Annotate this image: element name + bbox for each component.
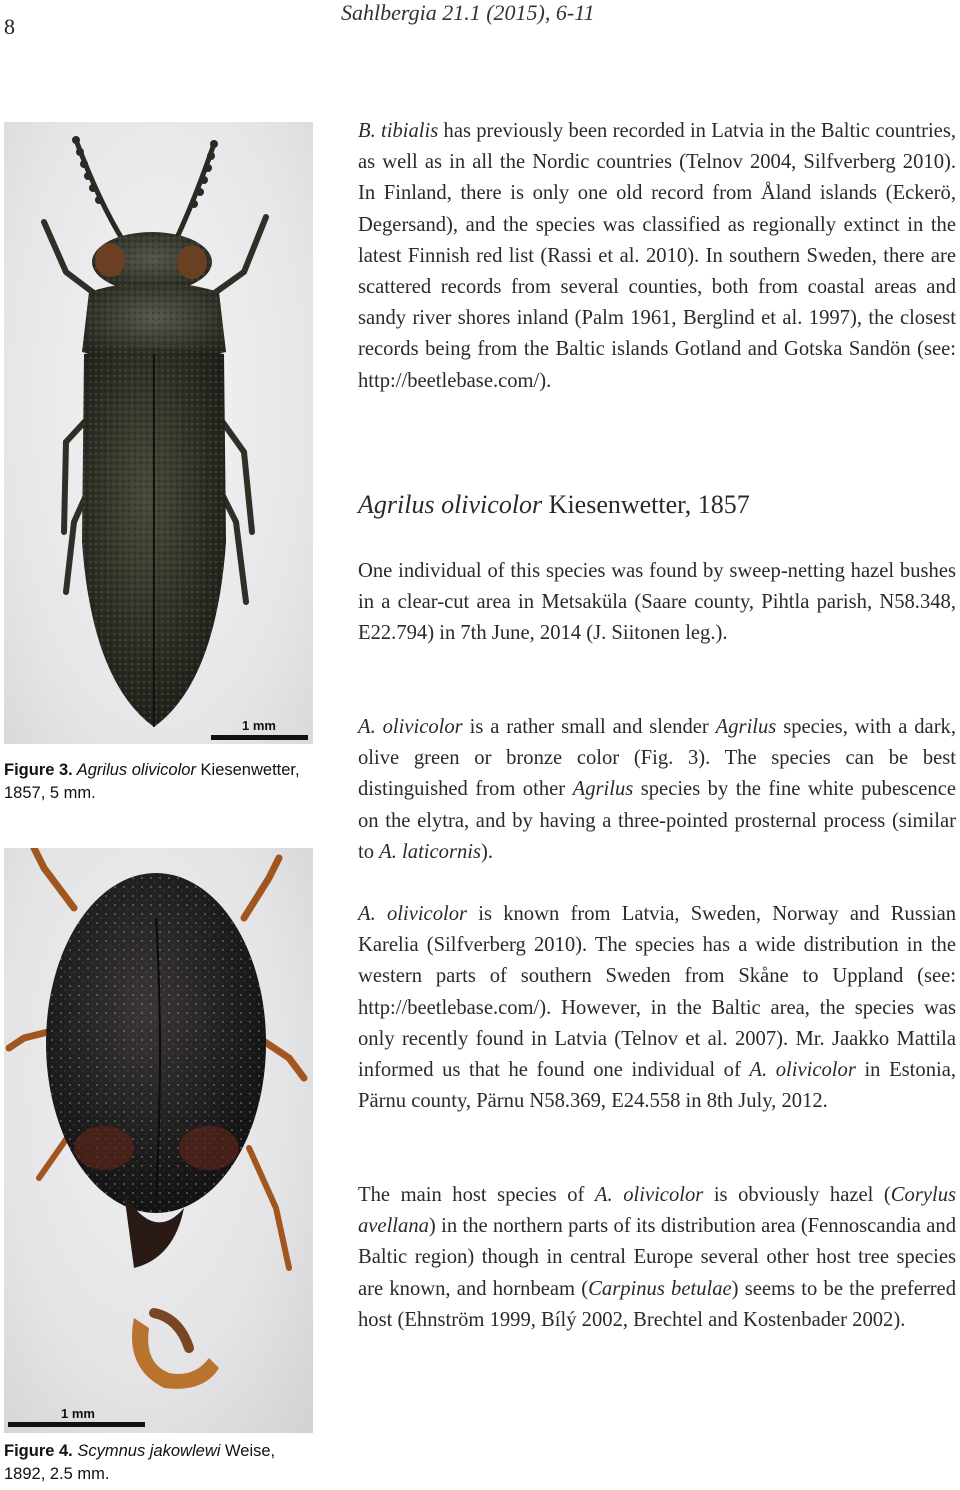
figure-3-photo bbox=[4, 122, 313, 744]
caption-species: Agrilus olivicolor bbox=[72, 761, 196, 779]
paragraph-text: One individual of this species was found by sweep-netting hazel bushes in a clear-cut area in Metsaküla (Saare county, Pihtla parish, N58.348, E22.794) in 7th June, 2014 (J. Siitonen leg.). bbox=[358, 560, 956, 645]
species-name: Carpinus betulae bbox=[588, 1277, 732, 1300]
paragraph-text: species, with a dark, olive green or bronze color (Fig. 3). The species can be best distinguished from other bbox=[358, 716, 957, 801]
running-head: Sahlbergia 21.1 (2015), 6-11 bbox=[341, 0, 595, 25]
species-name: Corylus avellana bbox=[358, 1184, 957, 1238]
species-heading bbox=[358, 490, 750, 520]
paragraph-record bbox=[358, 556, 956, 650]
figure-3-caption bbox=[4, 759, 314, 805]
scale-bar bbox=[8, 1422, 145, 1427]
paragraph-text: has previously been recorded in Latvia in the Baltic countries, as well as in all the Nordic countries (Telnov 2004, Silfverberg 2010). In Finland, there is only one old record from Åland islands (Eckerö, Degersand), and the species was classified as regionally extinct in the latest Finnish red list (Rassi et al. 2010). In southern Sweden, there are scattered records from several counties, both from coastal areas and sandy river shores inland (Palm 1961, Berglind et al. 1997), the closest records being from the Baltic islands Gotland and Gotska Sandön (see: http://beetlebase.com/). bbox=[358, 120, 956, 392]
paragraph-text: is obviously hazel ( bbox=[703, 1184, 891, 1206]
species-name: A. laticornis bbox=[379, 840, 481, 863]
scale-bar-label: 1 mm bbox=[61, 1406, 95, 1421]
scale-bar bbox=[211, 735, 308, 740]
caption-label: Figure 4. bbox=[4, 1442, 73, 1460]
paragraph-text: ) in the northern parts of its distribution area (Fennoscandia and Baltic region) though in central Europe several other host tree species are known, and hornbeam ( bbox=[358, 1215, 956, 1300]
agrilus-beetle-illustration bbox=[4, 122, 313, 744]
figure-4-photo bbox=[4, 848, 313, 1433]
paragraph-description bbox=[358, 712, 956, 868]
genus-name: Agrilus bbox=[715, 716, 777, 738]
paragraph-host bbox=[358, 1180, 956, 1336]
paragraph-text: ). bbox=[481, 840, 494, 863]
paragraph-text: The main host species of bbox=[358, 1184, 595, 1206]
page-number: 8 bbox=[4, 14, 15, 39]
paragraph-text: ) seems to be the preferred host (Ehnström 1999, Bílý 2002, Brechtel and Kostenbader 2002). bbox=[358, 1277, 956, 1331]
caption-text: Weise, 1892, 2.5 mm. bbox=[4, 1442, 276, 1483]
species-name: A. olivicolor bbox=[749, 1059, 856, 1082]
paragraph-distribution bbox=[358, 899, 956, 1117]
caption-text: Kiesenwetter, 1857, 5 mm. bbox=[4, 761, 300, 802]
paragraph-tibialis bbox=[358, 116, 956, 397]
scymnus-beetle-illustration bbox=[4, 848, 313, 1433]
species-name: B. tibialis bbox=[358, 120, 439, 142]
paragraph-text: species by the fine white pubescence on the elytra, and by having a three-pointed prosternal process (similar to bbox=[358, 778, 956, 863]
paragraph-text: is known from Latvia, Sweden, Norway and Russian Karelia (Silfverberg 2010). The species has a wide distribution in the western parts of southern Sweden from Skåne to Uppland (see: http://beetlebase.com/). However, in the Baltic area, the species was only recently found in Latvia (Telnov et al. 2007). Mr. Jaakko Mattila informed us that he found one individual of bbox=[358, 903, 957, 1082]
species-heading-name: Agrilus olivicolor bbox=[358, 490, 543, 519]
genus-name: Agrilus bbox=[572, 778, 634, 801]
species-heading-author: Kiesenwetter, 1857 bbox=[542, 490, 750, 519]
scale-bar-label: 1 mm bbox=[242, 718, 276, 733]
paragraph-text: in Estonia, Pärnu county, Pärnu N58.369, E24.558 in 8th July, 2012. bbox=[358, 1059, 956, 1113]
caption-label: Figure 3. bbox=[4, 761, 73, 779]
paragraph-text: is a rather small and slender bbox=[462, 716, 716, 738]
species-name: A. olivicolor bbox=[358, 903, 468, 925]
figure-4-caption bbox=[4, 1440, 314, 1486]
species-name: A. olivicolor bbox=[358, 716, 463, 738]
species-name: A. olivicolor bbox=[594, 1184, 704, 1206]
caption-species: Scymnus jakowlewi bbox=[72, 1442, 221, 1460]
